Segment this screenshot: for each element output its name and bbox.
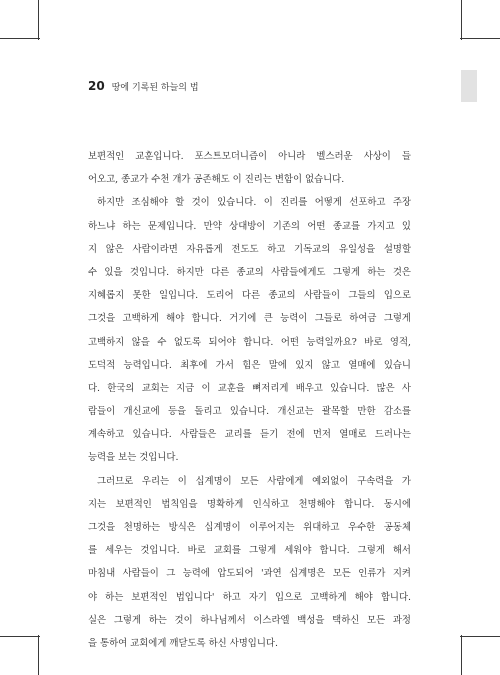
text-line: 하느냐 하는 문제입니다. 만약 상대방이 기존의 어떤 종교를 가지고 있: [88, 220, 411, 232]
crop-mark: [0, 636, 40, 637]
text-line: 을 통하여 교회에게 깨닫도록 하신 사명입니다.: [88, 637, 278, 649]
text-line: 능력을 보는 것입니다.: [88, 452, 179, 464]
text-line: 야 하는 보편적인 법입니다' 하고 자기 입으로 고백하게 해야 합니다.: [88, 591, 411, 603]
crop-mark: [460, 636, 500, 637]
crop-mark: [0, 38, 40, 39]
text-line: 계속하고 있습니다. 사람들은 교리를 듣기 전에 먼저 열매로 드러나는: [88, 429, 411, 441]
text-line: 다. 한국의 교회는 지금 이 교훈을 뼈저리게 배우고 있습니다. 많은 사: [88, 382, 411, 394]
text-line: 지는 보편적인 법칙임을 명확하게 인식하고 천명해야 합니다. 동시에: [88, 498, 411, 510]
text-line: 고백하지 않을 수 없도록 되어야 합니다. 어떤 능력일까요? 바로 영적,: [88, 336, 411, 348]
text-line: 도덕적 능력입니다. 최후에 가서 힘은 말에 있지 않고 열매에 있습니: [88, 359, 411, 371]
crop-mark: [38, 0, 39, 40]
text-line: 그것을 고백하게 해야 합니다. 거기에 큰 능력이 그들로 하여금 그렇게: [88, 313, 411, 325]
text-line: 를 세우는 것입니다. 바로 교회를 그렇게 세워야 합니다. 그렇게 해서: [88, 545, 411, 557]
text-line: 지 않은 사람이라면 자유롭게 전도도 하고 기독교의 유일성을 설명할: [88, 243, 411, 255]
text-line: 마침내 사람들이 그 능력에 압도되어 '과연 십계명은 모든 인류가 지켜: [88, 568, 411, 580]
crop-mark: [460, 38, 500, 39]
running-header: [88, 79, 199, 99]
crop-mark: [461, 0, 462, 40]
text-line: 보편적인 교훈입니다. 포스트모더니즘이 아니라 벨스러운 사상이 들: [88, 151, 411, 162]
text-line: 그러므로 우리는 이 십계명이 모든 사람에게 예외없이 구속력을 가: [97, 475, 411, 487]
crop-mark: [38, 635, 39, 675]
page-number: 20: [88, 79, 105, 93]
running-title: 땅에 기록된 하늘의 법: [111, 83, 199, 93]
text-line: 수 있을 것입니다. 하지만 다른 종교의 사람들에게도 그렇게 하는 것은: [88, 266, 411, 278]
thumb-index-tab: [461, 70, 477, 102]
text-line: 람들이 개신교에 등을 돌리고 있습니다. 개신교는 괄목할 만한 감소를: [88, 406, 411, 418]
text-line: 하지만 조심해야 할 것이 있습니다. 이 진리를 어떻게 선포하고 주장: [97, 197, 411, 209]
crop-mark: [461, 635, 462, 675]
body-text: [88, 145, 411, 655]
text-line: 어오고, 종교가 수천 개가 공존해도 이 진리는 변함이 없습니다.: [88, 174, 345, 186]
text-line: 실은 그렇게 하는 것이 하나님께서 이스라엘 백성을 택하신 모든 과정: [88, 614, 411, 626]
text-line: 그것을 천명하는 방식은 십계명이 이루어지는 위대하고 우수한 공동체: [88, 522, 411, 533]
text-line: 지혜롭지 못한 일입니다. 도리어 다른 종교의 사람들이 그들의 입으로: [88, 290, 411, 302]
